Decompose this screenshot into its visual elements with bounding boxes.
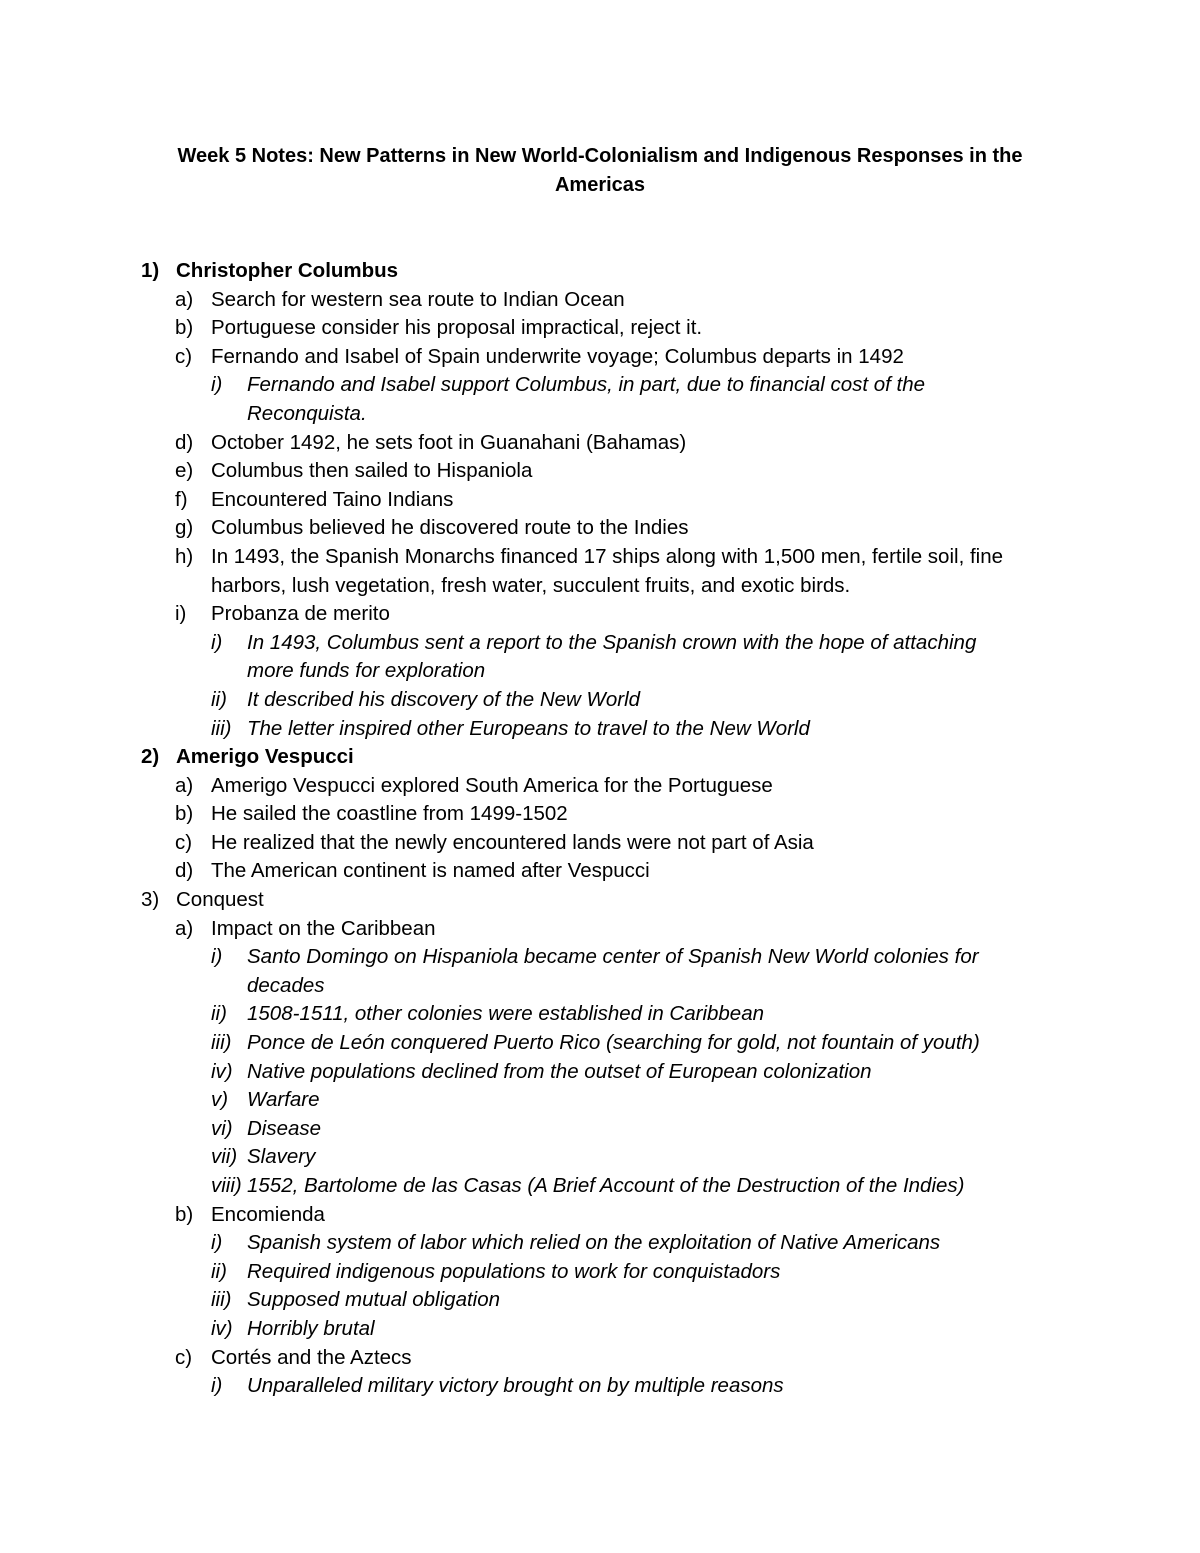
outline-marker: i) <box>211 945 223 969</box>
outline-item-level-3 <box>0 1143 1200 1172</box>
outline-marker: i) <box>211 630 223 654</box>
outline-text: Warfare <box>247 1088 320 1112</box>
outline-marker: b) <box>175 802 194 826</box>
notes-outline <box>0 257 1200 1401</box>
outline-text: Columbus believed he discovered route to the Indies <box>211 516 689 540</box>
outline-text: Unparalleled military victory brought on by multiple reasons <box>247 1374 784 1398</box>
outline-text: He realized that the newly encountered lands were not part of Asia <box>211 830 814 854</box>
outline-item-level-3 <box>0 1286 1200 1315</box>
outline-text: The letter inspired other Europeans to travel to the New World <box>247 716 810 740</box>
outline-text: Reconquista. <box>247 401 367 425</box>
outline-marker: h) <box>175 544 194 568</box>
outline-marker: i) <box>211 1374 223 1398</box>
outline-marker: a) <box>175 287 194 311</box>
outline-text: The American continent is named after Vespucci <box>211 859 650 883</box>
outline-marker: vi) <box>211 1116 233 1140</box>
outline-marker: 3) <box>141 888 160 912</box>
outline-marker: d) <box>175 430 194 454</box>
outline-marker: 2) <box>141 745 160 769</box>
outline-marker: ii) <box>211 1002 227 1026</box>
outline-item-level-2 <box>0 429 1200 458</box>
outline-item-level-2 <box>0 1201 1200 1230</box>
outline-item-level-2 <box>0 600 1200 629</box>
outline-text: Encountered Taino Indians <box>211 487 454 511</box>
outline-item-level-1 <box>0 743 1200 772</box>
outline-item-level-3 <box>0 371 1200 400</box>
outline-text: Native populations declined from the outset of European colonization <box>247 1059 872 1083</box>
outline-marker: iv) <box>211 1059 233 1083</box>
outline-text: Fernando and Isabel support Columbus, in part, due to financial cost of the <box>247 373 926 397</box>
outline-item-level-2 <box>0 572 1200 601</box>
title-line-2: Americas <box>554 174 646 196</box>
outline-item-level-3 <box>0 1258 1200 1287</box>
outline-item-level-3 <box>0 715 1200 744</box>
outline-item-level-2 <box>0 800 1200 829</box>
page-title <box>150 142 1050 200</box>
outline-marker: d) <box>175 859 194 883</box>
outline-text: 1552, Bartolome de las Casas (A Brief Account of the Destruction of the Indies) <box>247 1174 965 1197</box>
outline-marker: b) <box>175 316 194 340</box>
outline-text: Ponce de León conquered Puerto Rico (searching for gold, not fountain of youth) <box>247 1031 980 1055</box>
outline-item-level-2 <box>0 343 1200 372</box>
outline-text: Encomienda <box>211 1202 325 1226</box>
outline-text: Disease <box>247 1116 322 1140</box>
outline-item-level-3 <box>0 943 1200 972</box>
outline-text: decades <box>247 973 325 997</box>
outline-text: Amerigo Vespucci explored South America for the Portuguese <box>211 773 773 797</box>
outline-item-level-3 <box>0 1229 1200 1258</box>
outline-text: Horribly brutal <box>247 1316 375 1340</box>
outline-item-level-3 <box>0 1315 1200 1344</box>
outline-text: Christopher Columbus <box>176 259 399 282</box>
outline-marker: c) <box>175 1345 193 1369</box>
outline-item-level-2 <box>0 1344 1200 1373</box>
outline-text: It described his discovery of the New World <box>247 687 641 711</box>
outline-text: Conquest <box>176 888 264 912</box>
outline-marker: a) <box>175 916 194 940</box>
outline-marker: iv) <box>211 1316 233 1340</box>
outline-text: Portuguese consider his proposal impractical, reject it. <box>211 316 703 340</box>
outline-item-level-3 <box>0 1058 1200 1087</box>
outline-text: In 1493, the Spanish Monarchs financed 17 ships along with 1,500 men, fertile soil, fine <box>211 544 1004 568</box>
outline-text: Search for western sea route to Indian Ocean <box>211 287 625 311</box>
outline-marker: iii) <box>211 1288 232 1312</box>
outline-marker: 1) <box>141 259 160 282</box>
outline-item-level-2 <box>0 286 1200 315</box>
outline-item-level-2 <box>0 543 1200 572</box>
outline-marker: iii) <box>211 716 232 740</box>
outline-marker: f) <box>175 487 188 511</box>
outline-item-level-3 <box>0 657 1200 686</box>
outline-text: Required indigenous populations to work for conquistadors <box>247 1259 781 1283</box>
outline-marker: iii) <box>211 1031 232 1055</box>
outline-marker: vii) <box>211 1145 238 1169</box>
outline-text: more funds for exploration <box>247 659 486 683</box>
outline-text: Cortés and the Aztecs <box>211 1345 412 1369</box>
outline-marker: v) <box>211 1088 229 1112</box>
outline-marker: e) <box>175 459 194 483</box>
outline-item-level-2 <box>0 772 1200 801</box>
outline-item-level-3 <box>0 1372 1200 1401</box>
outline-item-level-3 <box>0 1172 1200 1201</box>
outline-text: Fernando and Isabel of Spain underwrite voyage; Columbus departs in 1492 <box>211 344 904 368</box>
outline-marker: a) <box>175 773 194 797</box>
outline-text: Columbus then sailed to Hispaniola <box>211 459 533 483</box>
outline-item-level-3 <box>0 1086 1200 1115</box>
outline-text: Impact on the Caribbean <box>211 916 436 940</box>
outline-item-level-3 <box>0 686 1200 715</box>
outline-marker: c) <box>175 344 193 368</box>
outline-text: Slavery <box>247 1145 316 1169</box>
outline-marker: viii) <box>211 1174 242 1197</box>
outline-text: He sailed the coastline from 1499-1502 <box>211 802 568 826</box>
outline-marker: ii) <box>211 687 227 711</box>
outline-marker: b) <box>175 1202 194 1226</box>
title-line-1: Week 5 Notes: New Patterns in New World-Colonialism and Indigenous Responses in the <box>177 145 1023 167</box>
outline-marker: i) <box>211 373 223 397</box>
outline-text: October 1492, he sets foot in Guanahani (Bahamas) <box>211 430 687 454</box>
outline-item-level-1 <box>0 257 1200 286</box>
outline-item-level-1 <box>0 886 1200 915</box>
outline-item-level-3 <box>0 629 1200 658</box>
outline-text: Supposed mutual obligation <box>247 1288 501 1312</box>
outline-item-level-2 <box>0 457 1200 486</box>
outline-text: Amerigo Vespucci <box>176 745 354 769</box>
outline-item-level-3 <box>0 1000 1200 1029</box>
outline-text: In 1493, Columbus sent a report to the Spanish crown with the hope of attaching <box>247 630 977 654</box>
outline-text: 1508-1511, other colonies were established in Caribbean <box>247 1002 765 1026</box>
outline-marker: i) <box>175 602 187 626</box>
outline-text: Probanza de merito <box>211 602 390 626</box>
outline-item-level-3 <box>0 972 1200 1001</box>
outline-text: Santo Domingo on Hispaniola became center of Spanish New World colonies for <box>247 945 979 969</box>
outline-text: harbors, lush vegetation, fresh water, succulent fruits, and exotic birds. <box>211 573 851 597</box>
outline-item-level-3 <box>0 1029 1200 1058</box>
outline-text: Spanish system of labor which relied on the exploitation of Native Americans <box>247 1231 941 1255</box>
outline-item-level-2 <box>0 314 1200 343</box>
outline-marker: i) <box>211 1231 223 1255</box>
outline-marker: c) <box>175 830 193 854</box>
outline-marker: ii) <box>211 1259 227 1283</box>
outline-item-level-2 <box>0 486 1200 515</box>
outline-item-level-3 <box>0 400 1200 429</box>
outline-item-level-2 <box>0 915 1200 944</box>
outline-item-level-2 <box>0 829 1200 858</box>
outline-item-level-2 <box>0 857 1200 886</box>
outline-item-level-2 <box>0 514 1200 543</box>
outline-item-level-3 <box>0 1115 1200 1144</box>
outline-marker: g) <box>175 516 194 540</box>
